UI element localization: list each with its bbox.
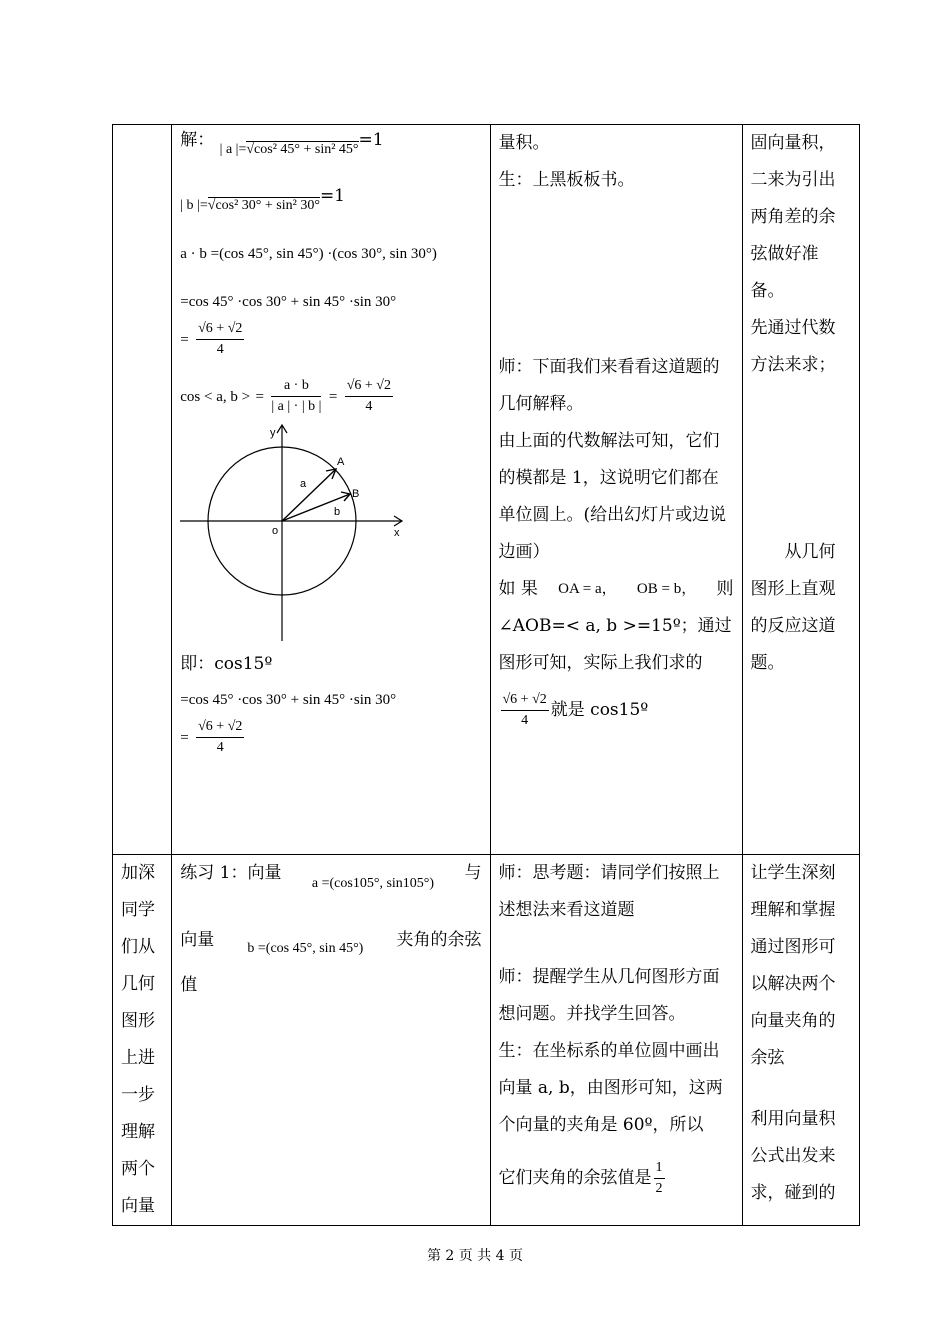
text-paragraph: ∠AOB=< a, b >=15º；通过图形可知，实际上我们求的 [498, 616, 732, 673]
vector-a-formula: a =(cos105°, sin105°) [311, 876, 435, 891]
text-fragment: 与 [464, 863, 482, 883]
text-paragraph: 利用向量积公式出发来求，碰到的 [750, 1109, 836, 1203]
exercise-cell [172, 855, 490, 1226]
equals-sign: = [255, 389, 264, 405]
norm-a-value: =1 [358, 130, 384, 150]
text-fragment: 就是 cos15º [550, 700, 649, 720]
text-fragment: 向量 [180, 930, 215, 950]
intent-cell [742, 855, 860, 1226]
text-paragraph: 师：思考题：请同学们按照上述想法来看这道题 [498, 863, 720, 920]
x-axis-label: x [394, 527, 400, 539]
text-fragment: 练习 1：向量 [180, 863, 282, 883]
dot-product-expansion: =cos 45° ·cos 30° + sin 45° ·sin 30° [180, 294, 397, 310]
unit-circle-diagram [180, 423, 420, 643]
text-fragment: 则 [716, 579, 734, 599]
text-paragraph: 值 [180, 975, 198, 995]
norm-b-lhs: | b |= [180, 198, 208, 213]
table-row [113, 125, 860, 855]
table-row [113, 855, 860, 1226]
norm-b-value: =1 [319, 186, 345, 206]
norm-a-radicand: √cos² 45° + sin² 45° [246, 142, 359, 157]
vector-oa-formula: OA = a， [558, 581, 617, 597]
result-fraction: $\frac{√6 + √2}{4}$ [198, 321, 243, 357]
text-paragraph: 先通过代数方法来求； [750, 318, 836, 375]
origin-label: o [272, 525, 279, 537]
conclusion-label: 即：cos15º [180, 654, 273, 674]
text-fragment: 如 果 [498, 579, 538, 599]
content-cell-solution [172, 125, 490, 855]
norm-b-radicand: √cos² 30° + sin² 30° [207, 198, 320, 213]
equals-sign: = [328, 389, 338, 405]
text-paragraph: 固向量积，二来为引出两角差的余弦做好准备。 [750, 133, 836, 301]
half-fraction: $\frac{1}{2}$ [655, 1160, 663, 1196]
text-paragraph: 生：在坐标系的单位圆中画出向量 a, b，由图形可知，这两个向量的夹角是 60º，所以 [498, 1041, 723, 1135]
text-paragraph: 量积。 [498, 133, 550, 153]
result-fraction-3: $\frac{√6 + √2}{4}$ [502, 692, 547, 728]
cos-value-fraction: $\frac{√6 + √2}{4}$ [346, 378, 391, 414]
stage-cell: 加深同学们从几何图形上进一步理解两个向量 [113, 855, 172, 1226]
page-footer: 第 2 页 共 4 页 [426, 1248, 524, 1264]
norm-a-lhs: | a |= [219, 142, 247, 157]
intent-cell [742, 125, 860, 855]
vector-ob-formula: OB = b， [636, 581, 697, 597]
text-paragraph: 让学生深刻理解和掌握通过图形可以解决两个向量夹角的余弦 [750, 863, 836, 1068]
text-paragraph: 师：提醒学生从几何图形方面想问题。并找学生回答。 [498, 967, 720, 1024]
result-fraction-2: $\frac{√6 + √2}{4}$ [198, 719, 243, 755]
dot-product-expansion-2: =cos 45° ·cos 30° + sin 45° ·sin 30° [180, 692, 397, 708]
text-fragment: 夹角的余弦 [396, 930, 482, 950]
y-axis-label: y [270, 427, 276, 439]
lesson-table [112, 124, 860, 1226]
teacher-student-cell [490, 125, 742, 855]
vector-a-arrow [282, 469, 336, 521]
teacher-student-cell [490, 855, 742, 1226]
text-paragraph: 生：上黑板板书。 [498, 170, 635, 190]
text-paragraph: 由上面的代数解法可知，它们的模都是 1，这说明它们都在单位圆上。(给出幻灯片或边说边画） [498, 431, 727, 562]
stage-cell-empty [113, 125, 172, 855]
text-paragraph: 从几何图形上直观的反应这道题。 [750, 542, 836, 673]
dot-product-formula: a · b =(cos 45°, sin 45°) ·(cos 30°, sin 30°) [180, 246, 437, 262]
vector-b-label: b [334, 506, 341, 518]
vector-b-formula: b =(cos 45°, sin 45°) [247, 941, 364, 956]
text-fragment: 它们夹角的余弦值是 [498, 1168, 652, 1188]
solution-label: 解： [180, 130, 215, 150]
text-paragraph: 师：下面我们来看看这道题的几何解释。 [498, 357, 720, 414]
vector-a-label: a [300, 478, 307, 490]
equals-sign: = [180, 730, 189, 746]
equals-sign: = [180, 332, 189, 348]
point-a-label: A [337, 456, 345, 468]
cos-angle-lhs: cos < a, b > [180, 389, 251, 405]
cos-formula-fraction: $\frac{a \cdot b}{| a | \cdot | b |}$ [271, 378, 322, 414]
point-b-label: B [352, 488, 360, 500]
